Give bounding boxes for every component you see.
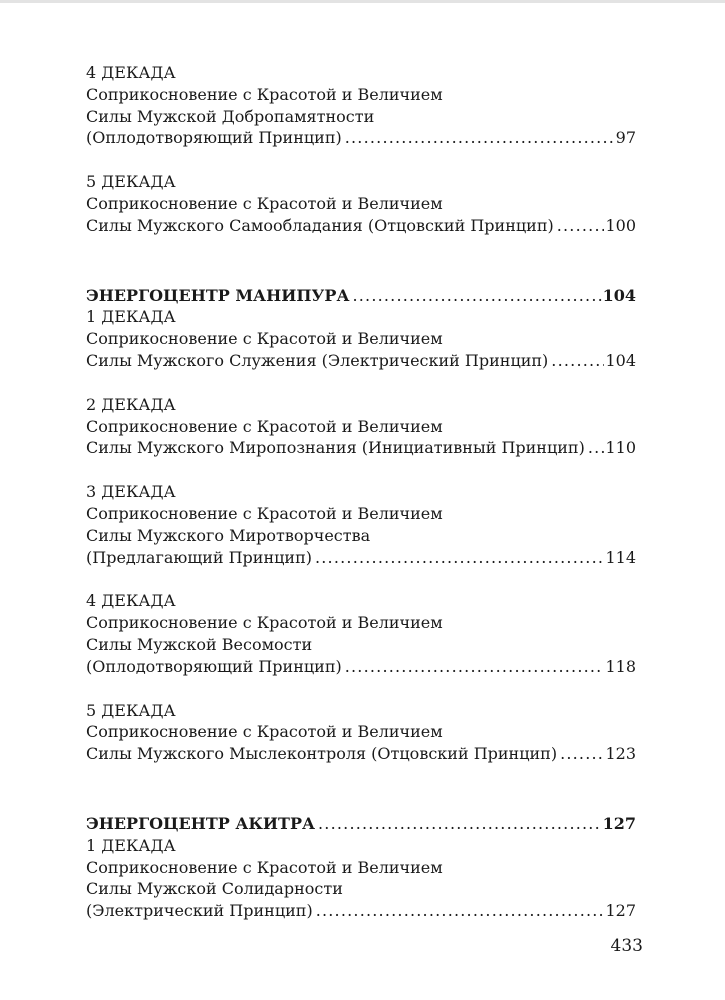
dot-leader (313, 900, 605, 922)
section-heading-text: ЭНЕРГОЦЕНТР МАНИПУРА (86, 285, 350, 305)
entry-page-number: 97 (615, 128, 636, 148)
decade-label: 1 ДЕКАДА (86, 307, 176, 327)
entry-text-line: Соприкосновение с Красотой и Величием (86, 613, 443, 633)
entry-text-line: Силы Мужской Солидарности (86, 879, 343, 899)
entry-text-line: Соприкосновение с Красотой и Величием (86, 503, 443, 523)
entry-final-line (86, 900, 636, 922)
entry-text-line: (Оплодотворяющий Принцип) (86, 128, 342, 148)
toc-entry-decade-5[interactable] (86, 171, 636, 236)
decade-label: 3 ДЕКАДА (86, 482, 176, 502)
entry-page-number: 127 (605, 901, 636, 921)
entry-text-line: Силы Мужского Миротворчества (86, 525, 371, 545)
toc-entry-decade-5[interactable] (86, 700, 636, 765)
entry-page-number: 114 (605, 547, 636, 567)
decade-label: 5 ДЕКАДА (86, 172, 176, 192)
section-heading[interactable] (86, 285, 636, 307)
toc-entry-decade-4[interactable] (86, 590, 636, 677)
entry-text-line: Силы Мужского Самообладания (Отцовский Принцип) (86, 215, 554, 235)
dot-leader (554, 215, 605, 237)
entry-page-number: 123 (605, 744, 636, 764)
decade-label: 4 ДЕКАДА (86, 63, 176, 82)
toc-entry-decade-1[interactable] (86, 306, 636, 371)
dot-leader (342, 656, 605, 678)
entry-text-line: Силы Мужского Миропознания (Инициативный Принцип) (86, 438, 585, 458)
decade-label: 4 ДЕКАДА (86, 591, 176, 611)
dot-leader (585, 437, 605, 459)
toc-section-manipura (86, 285, 636, 765)
dot-leader (548, 350, 604, 372)
toc-entry-decade-2[interactable] (86, 394, 636, 459)
entry-final-line (86, 350, 636, 372)
entry-final-line (86, 656, 636, 678)
entry-text-line: Соприкосновение с Красотой и Величием (86, 84, 443, 104)
section-heading-text: ЭНЕРГОЦЕНТР АКИТРА (86, 813, 316, 833)
entry-text-line: Силы Мужской Добропамятности (86, 106, 375, 126)
entry-text-line: Соприкосновение с Красотой и Величием (86, 722, 443, 742)
section-page-number: 127 (602, 813, 636, 833)
decade-label: 2 ДЕКАДА (86, 394, 176, 414)
entry-text-line: Силы Мужского Служения (Электрический Принцип) (86, 350, 549, 370)
entry-page-number: 100 (605, 215, 636, 235)
toc-entry-decade-3[interactable] (86, 481, 636, 568)
entry-text-line: Соприкосновение с Красотой и Величием (86, 416, 443, 436)
dot-leader (557, 743, 604, 765)
dot-leader (312, 547, 604, 569)
section-heading[interactable] (86, 813, 636, 835)
dot-leader (342, 127, 615, 149)
entry-text-line: Силы Мужской Весомости (86, 634, 313, 654)
table-of-contents (86, 62, 636, 944)
page-top-edge (0, 0, 725, 3)
decade-label: 5 ДЕКАДА (86, 700, 176, 720)
toc-section-akitra (86, 813, 636, 922)
entry-text-line: Соприкосновение с Красотой и Величием (86, 193, 443, 213)
dot-leader (315, 813, 602, 835)
entry-final-line (86, 743, 636, 765)
toc-entry-decade-4[interactable] (86, 62, 636, 149)
section-page-number: 104 (602, 285, 636, 305)
entry-text-line: (Электрический Принцип) (86, 901, 313, 921)
dot-leader (349, 285, 601, 307)
entry-text-line: Соприкосновение с Красотой и Величием (86, 857, 443, 877)
entry-final-line (86, 437, 636, 459)
entry-final-line (86, 215, 636, 237)
decade-label: 1 ДЕКАДА (86, 835, 176, 855)
entry-final-line (86, 547, 636, 569)
entry-final-line (86, 127, 636, 149)
section-spacer (86, 259, 636, 285)
entry-text-line: (Предлагающий Принцип) (86, 547, 312, 567)
toc-entry-decade-1[interactable] (86, 835, 636, 922)
section-spacer (86, 787, 636, 813)
entry-page-number: 118 (605, 656, 636, 676)
entry-page-number: 110 (605, 438, 636, 458)
entry-text-line: Силы Мужского Мыслеконтроля (Отцовский Принцип) (86, 744, 558, 764)
entry-text-line: (Оплодотворяющий Принцип) (86, 656, 342, 676)
page-number: 433 (610, 936, 643, 956)
entry-text-line: Соприкосновение с Красотой и Величием (86, 329, 443, 349)
entry-page-number: 104 (605, 350, 636, 370)
